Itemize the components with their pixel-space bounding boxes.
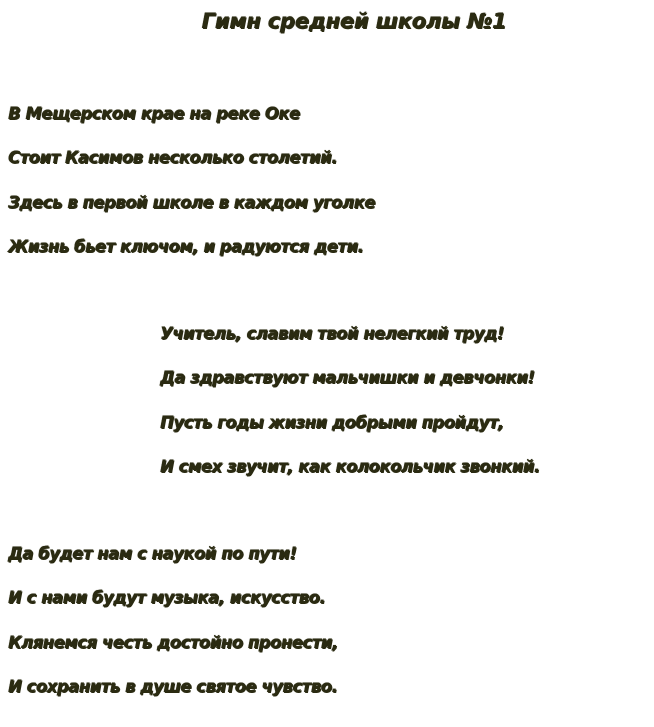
verse-line: Жизнь бьет ключом, и радуются дети. [8,236,364,256]
verse-line: Здесь в первой школе в каждом уголке [8,192,375,212]
verse-line: Стоит Касимов несколько столетий. [8,148,337,168]
verse-line: И сохранить в душе святое чувство. [8,676,338,696]
verse-1 [8,92,375,269]
chorus-line: Пусть годы жизни добрыми пройдут, [160,412,504,432]
verse-line: Клянемся честь достойно пронести, [8,632,338,652]
chorus-line: Учитель, славим твой нелегкий труд! [160,324,504,343]
verse-line: Да будет нам с наукой по пути! [8,544,297,563]
verse-2 [8,532,338,709]
chorus-line: И смех звучит, как колокольчик звонкий. [160,456,540,476]
verse-line: В Мещерском крае на реке Оке [8,104,300,123]
chorus [160,312,540,489]
verse-line: И с нами будут музыка, искусство. [8,588,326,608]
chorus-line: Да здравствуют мальчишки и девчонки! [160,368,535,388]
document-title: Гимн средней школы №1 [201,9,507,33]
